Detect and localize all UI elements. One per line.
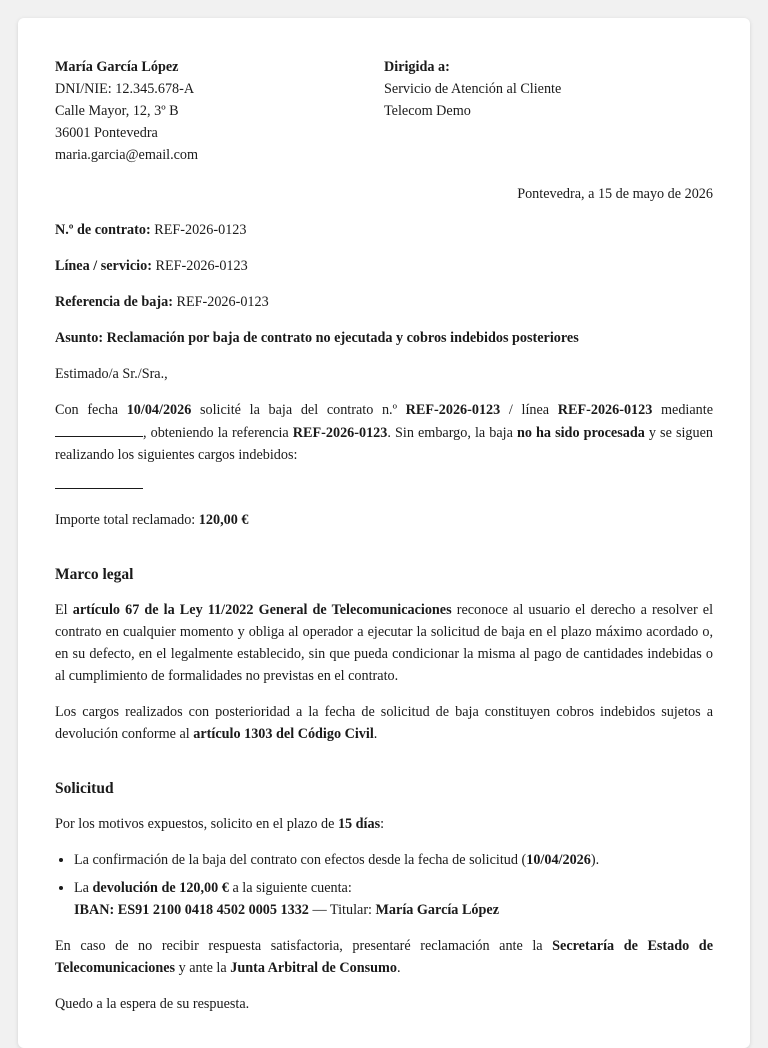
legal-heading: Marco legal bbox=[55, 566, 134, 583]
closing-farewell: Quedo a la espera de su respuesta. bbox=[55, 996, 250, 1012]
sender-block bbox=[55, 56, 384, 166]
sender-city: 36001 Pontevedra bbox=[55, 125, 158, 141]
legal-paragraph-2: Los cargos realizados con posterioridad a la fecha de solicitud de baja constituyen cobros indebidos sujetos a devolución conforme al artículo 1303 del Código Civil. bbox=[55, 704, 713, 742]
recipient-heading: Dirigida a: bbox=[384, 59, 450, 75]
recipient-block bbox=[384, 56, 561, 166]
closing-paragraph: En caso de no recibir respuesta satisfactoria, presentaré reclamación ante la Secretaría de Estado de Telecomunicaciones y ante la Junta Arbitral de Consumo. bbox=[55, 938, 713, 976]
letter-greeting: Estimado/a Sr./Sra., bbox=[55, 366, 168, 382]
recipient-company: Telecom Demo bbox=[384, 103, 471, 119]
iban-line: IBAN: ES91 2100 0418 4502 0005 1332 — Titular: María García López bbox=[74, 902, 499, 918]
contract-number: N.º de contrato: REF-2026-0123 bbox=[55, 222, 247, 238]
letter-subject: Asunto: Reclamación por baja de contrato no ejecutada y cobros indebidos posteriores bbox=[55, 330, 579, 346]
cancel-reference: Referencia de baja: REF-2026-0123 bbox=[55, 294, 269, 310]
request-item-refund: • La devolución de 120,00 € a la siguiente cuenta: IBAN: ES91 2100 0418 4502 0005 1332 — Titular: María García López bbox=[74, 877, 713, 921]
sender-name: María García López bbox=[55, 59, 179, 75]
letter-header bbox=[55, 56, 713, 166]
sender-email: maria.garcia@email.com bbox=[55, 147, 199, 163]
letter-content bbox=[55, 56, 713, 1029]
request-list bbox=[55, 849, 713, 921]
body-paragraph: Con fecha 10/04/2026 solicité la baja del contrato n.º REF-2026-0123 / línea REF-2026-0123 mediante , obteniendo la referencia REF-2026-0123. Sin embargo, la baja no ha sido procesada y se siguen realizando los siguientes cargos indebidos: bbox=[55, 402, 713, 463]
request-item-confirmation: • La confirmación de la baja del contrato con efectos desde la fecha de solicitud (10/04/2026). bbox=[74, 849, 713, 871]
sender-street: Calle Mayor, 12, 3º B bbox=[55, 103, 179, 119]
letter-date: Pontevedra, a 15 de mayo de 2026 bbox=[517, 186, 713, 202]
total-claimed: Importe total reclamado: 120,00 € bbox=[55, 512, 249, 528]
request-intro: Por los motivos expuestos, solicito en el plazo de 15 días: bbox=[55, 816, 385, 832]
sender-dni: DNI/NIE: 12.345.678-A bbox=[55, 81, 195, 97]
method-blank bbox=[55, 421, 143, 437]
request-heading: Solicitud bbox=[55, 780, 114, 797]
letter-page bbox=[18, 18, 750, 1048]
charges-blank-line bbox=[55, 488, 143, 489]
recipient-service: Servicio de Atención al Cliente bbox=[384, 81, 562, 97]
line-service: Línea / servicio: REF-2026-0123 bbox=[55, 258, 248, 274]
reference-block bbox=[55, 219, 713, 313]
legal-paragraph-1: El artículo 67 de la Ley 11/2022 General de Telecomunicaciones reconoce al usuario el derecho a resolver el contrato en cualquier momento y obliga al operador a ejecutar la solicitud de baja en el plazo máximo acordado o, en su defecto, en el legalmente establecido, sin que pueda condicionar la misma al pago de cantidades indebidas o al cumplimiento de formalidades no previstas en el contrato. bbox=[55, 602, 714, 684]
